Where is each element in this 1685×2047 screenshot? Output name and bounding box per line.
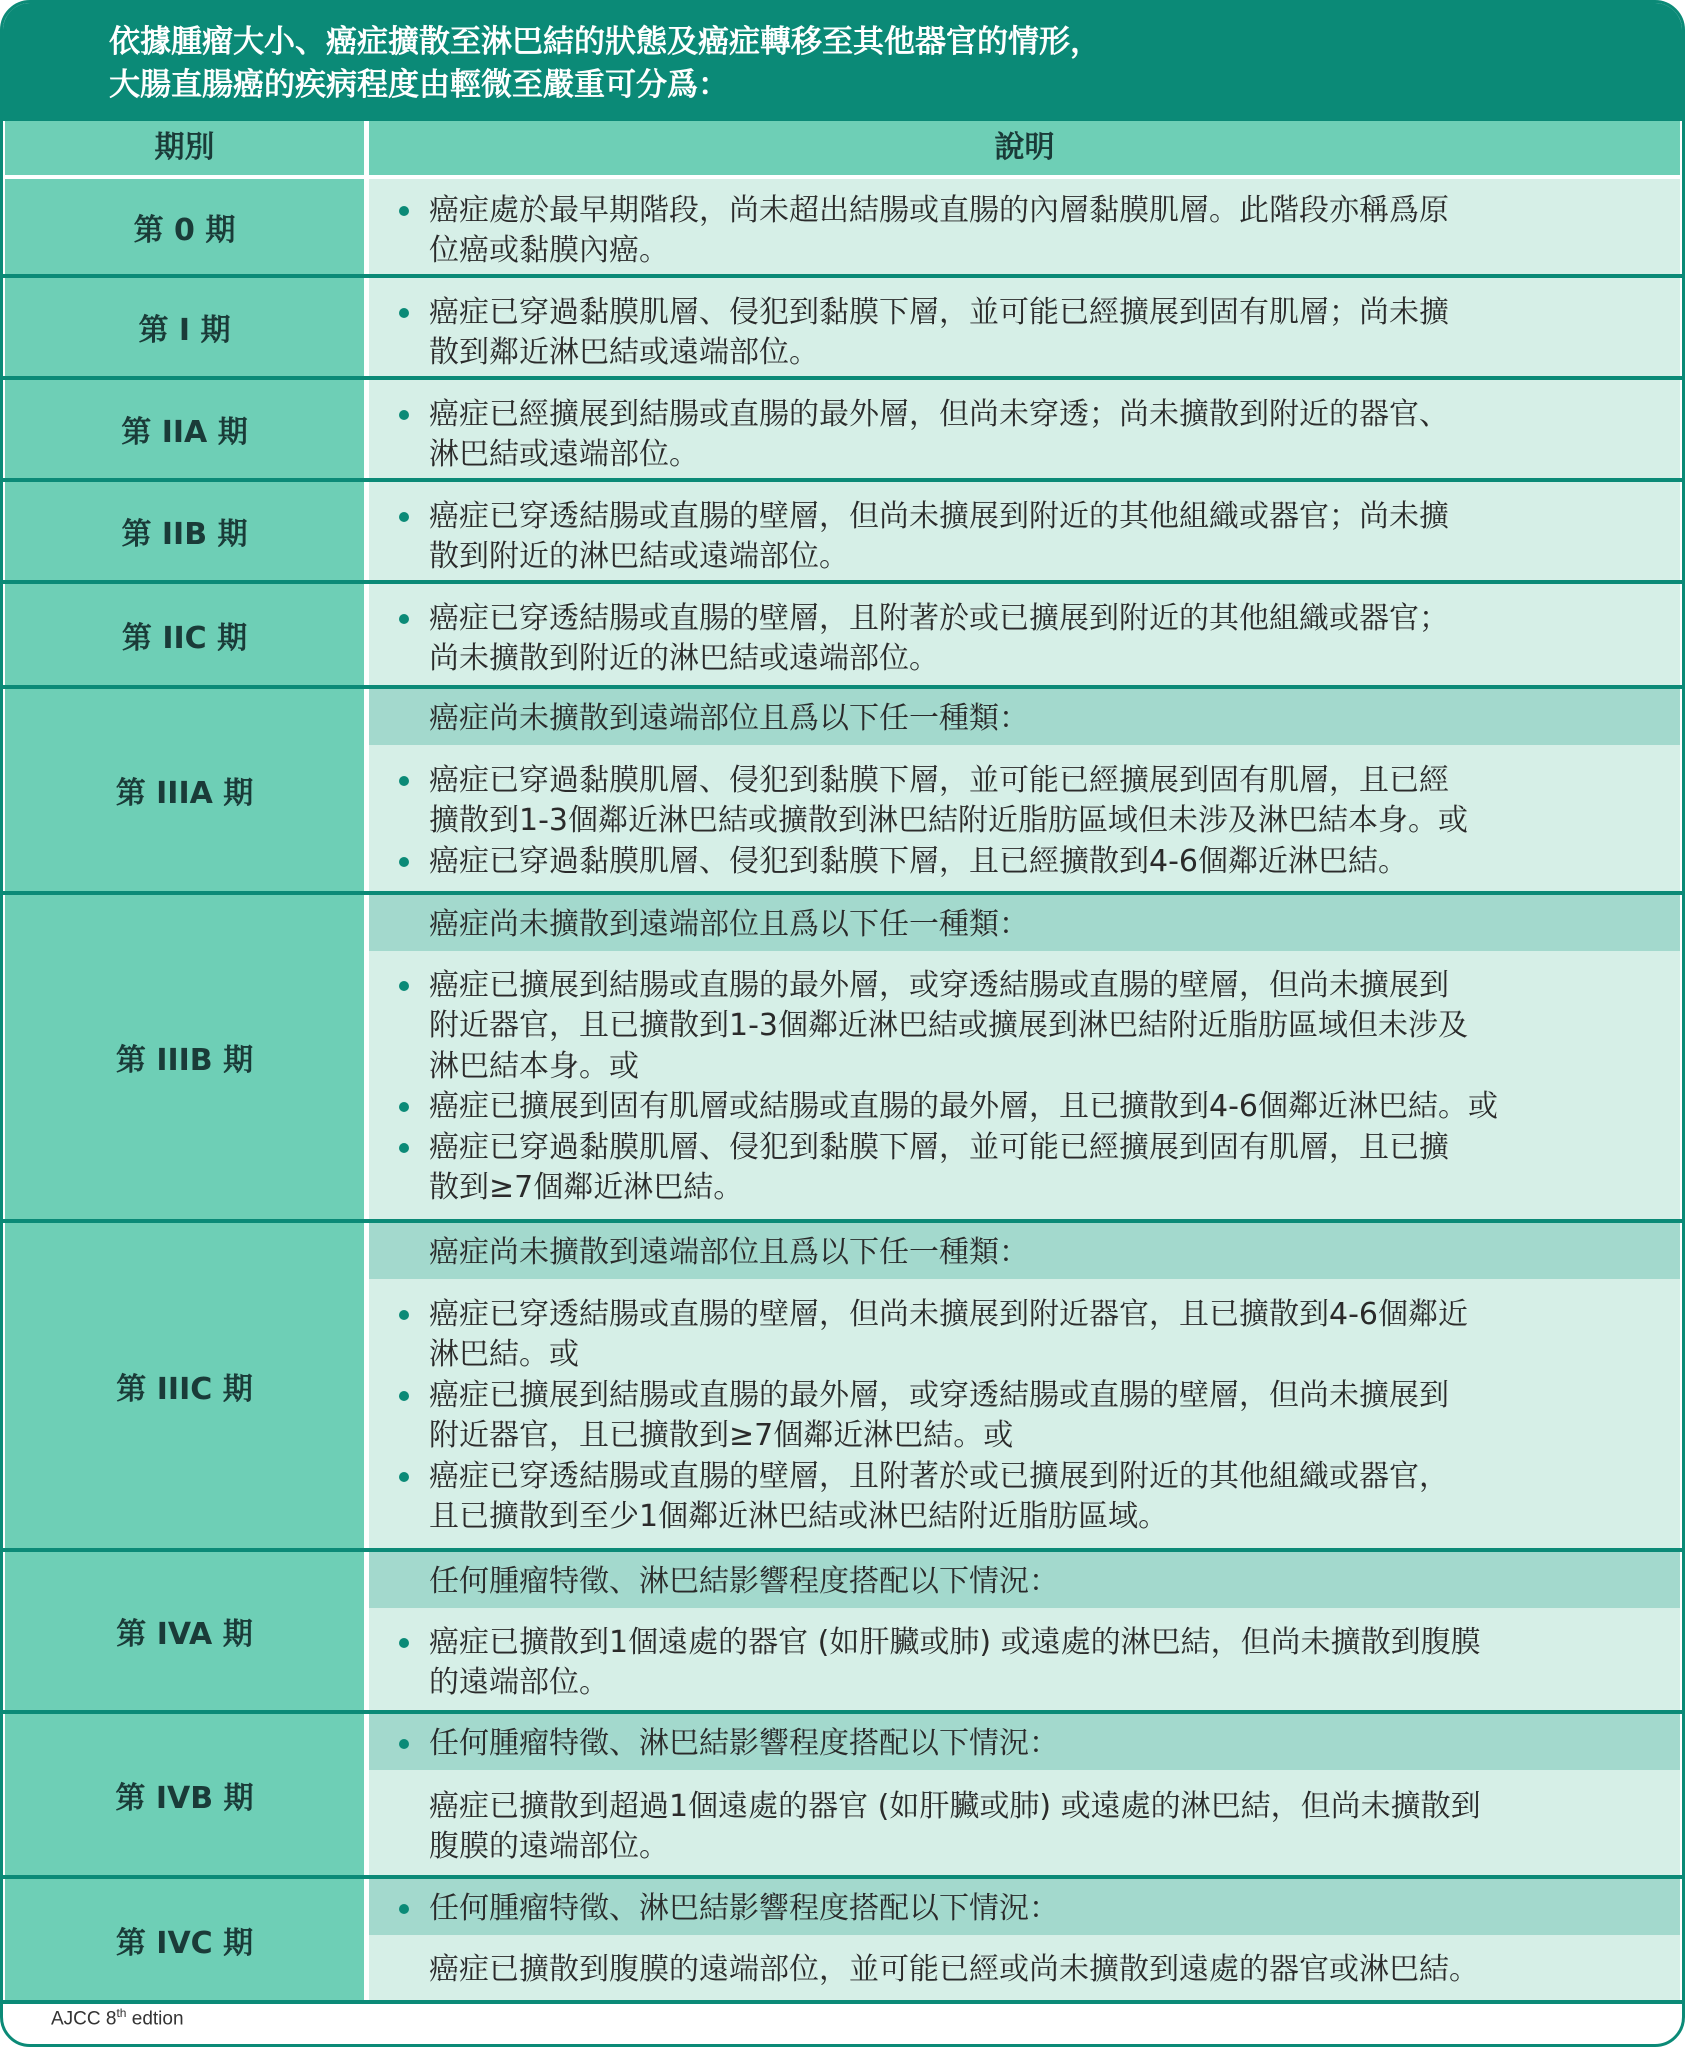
bullet-dot <box>399 1143 409 1153</box>
stage-row <box>3 1714 1682 1875</box>
description-line: 癌症已穿透結腸或直腸的壁層，且附著於或已擴展到附近的其他組織或器官， <box>429 1459 1449 1494</box>
bullet-dot <box>399 1638 409 1648</box>
stage-row <box>3 1879 1682 2000</box>
stage-row <box>3 482 1682 580</box>
bullet-dot <box>399 512 409 522</box>
stage-row <box>3 584 1682 685</box>
description-line: 癌症已擴散到1個遠處的器官 (如肝臟或肺) 或遠處的淋巴結，但尚未擴散到腹膜 <box>429 1625 1481 1660</box>
stage-label: 第 IVC 期 <box>5 1879 364 2000</box>
description-line: 且已擴散到至少1個鄰近淋巴結或淋巴結附近脂肪區域。 <box>429 1499 1169 1534</box>
condition-subheader-text: 任何腫瘤特徵、淋巴結影響程度搭配以下情況： <box>429 1564 1059 1599</box>
bullet-dot <box>399 776 409 786</box>
condition-subheader-text: 任何腫瘤特徵、淋巴結影響程度搭配以下情況： <box>429 1726 1059 1761</box>
description-line: 位癌或黏膜內癌。 <box>429 233 669 268</box>
stage-row <box>3 380 1682 478</box>
description-line: 癌症已穿過黏膜肌層、侵犯到黏膜下層，並可能已經擴展到固有肌層，且已擴 <box>429 1130 1449 1165</box>
description-line: 癌症已穿透結腸或直腸的壁層，且附著於或已擴展到附近的其他組織或器官； <box>429 601 1449 636</box>
stage-description <box>369 689 1680 891</box>
stage-label: 第 IIIB 期 <box>5 895 364 1219</box>
stage-description <box>369 1714 1680 1875</box>
bullet-dot <box>399 614 409 624</box>
description-line: 癌症已擴展到結腸或直腸的最外層，或穿透結腸或直腸的壁層，但尚未擴展到 <box>429 1378 1449 1413</box>
description-line: 癌症已擴展到結腸或直腸的最外層，或穿透結腸或直腸的壁層，但尚未擴展到 <box>429 968 1449 1003</box>
source-superscript: th <box>116 2006 127 2020</box>
header-line-2: 大腸直腸癌的疾病程度由輕微至嚴重可分爲： <box>109 67 729 103</box>
bullet-dot <box>399 1904 409 1914</box>
description-line: 散到≥7個鄰近淋巴結。 <box>429 1170 744 1205</box>
bullet-dot <box>399 308 409 318</box>
bullet-dot <box>399 206 409 216</box>
condition-subheader-text: 癌症尚未擴散到遠端部位且爲以下任一種類： <box>429 701 1029 736</box>
column-header-row <box>3 121 1682 175</box>
stage-description <box>369 179 1680 274</box>
description-line: 癌症已穿過黏膜肌層、侵犯到黏膜下層，且已經擴散到4-6個鄰近淋巴結。 <box>429 844 1408 879</box>
description-line: 癌症已穿過黏膜肌層、侵犯到黏膜下層，並可能已經擴展到固有肌層，且已經 <box>429 763 1449 798</box>
stage-description <box>369 584 1680 685</box>
stage-description <box>369 895 1680 1219</box>
stage-description <box>369 1223 1680 1548</box>
header-line-1: 依據腫瘤大小、癌症擴散至淋巴結的狀態及癌症轉移至其他器官的情形， <box>109 24 1101 60</box>
stage-label: 第 0 期 <box>5 179 364 274</box>
bullet-dot <box>399 1391 409 1401</box>
stage-label: 第 IVA 期 <box>5 1552 364 1710</box>
card-header <box>3 3 1682 121</box>
description-line: 癌症已穿過黏膜肌層、侵犯到黏膜下層，並可能已經擴展到固有肌層；尚未擴 <box>429 295 1449 330</box>
bullet-dot <box>399 1310 409 1320</box>
stage-label: 第 I 期 <box>5 278 364 376</box>
description-line: 的遠端部位。 <box>429 1665 609 1700</box>
stage-row <box>3 179 1682 274</box>
stage-description <box>369 278 1680 376</box>
stage-row <box>3 1223 1682 1548</box>
stage-label: 第 IVB 期 <box>5 1714 364 1875</box>
source-note <box>51 2006 184 2030</box>
condition-subheader-text: 癌症尚未擴散到遠端部位且爲以下任一種類： <box>429 907 1029 942</box>
source-rest: edtion <box>126 2008 184 2030</box>
stage-label: 第 IIA 期 <box>5 380 364 478</box>
description-line: 附近器官，且已擴散到1-3個鄰近淋巴結或擴展到淋巴結附近脂肪區域但未涉及 <box>429 1008 1468 1043</box>
description-line: 散到鄰近淋巴結或遠端部位。 <box>429 335 819 370</box>
column-header-description: 說明 <box>369 121 1680 175</box>
description-line: 腹膜的遠端部位。 <box>429 1829 669 1864</box>
description-line: 淋巴結。或 <box>429 1337 579 1372</box>
stage-description <box>369 482 1680 580</box>
stage-label: 第 IIIA 期 <box>5 689 364 891</box>
stage-row <box>3 689 1682 891</box>
bullet-dot <box>399 981 409 991</box>
description-line: 淋巴結本身。或 <box>429 1049 639 1084</box>
stage-description <box>369 1552 1680 1710</box>
stage-description <box>369 1879 1680 2000</box>
stage-label: 第 IIB 期 <box>5 482 364 580</box>
row-divider <box>3 2000 1682 2004</box>
description-line: 散到附近的淋巴結或遠端部位。 <box>429 539 849 574</box>
description-line: 尚未擴散到附近的淋巴結或遠端部位。 <box>429 641 939 676</box>
description-line: 癌症已穿透結腸或直腸的壁層，但尚未擴展到附近的其他組織或器官；尚未擴 <box>429 499 1449 534</box>
bullet-dot <box>399 1102 409 1112</box>
stage-description <box>369 380 1680 478</box>
bullet-dot <box>399 1739 409 1749</box>
stage-label: 第 IIC 期 <box>5 584 364 685</box>
stage-row <box>3 895 1682 1219</box>
bullet-dot <box>399 1472 409 1482</box>
condition-subheader-text: 癌症尚未擴散到遠端部位且爲以下任一種類： <box>429 1235 1029 1270</box>
condition-subheader-text: 任何腫瘤特徵、淋巴結影響程度搭配以下情況： <box>429 1891 1059 1926</box>
description-line: 癌症已擴展到固有肌層或結腸或直腸的最外層，且已擴散到4-6個鄰近淋巴結。或 <box>429 1089 1498 1124</box>
stage-label: 第 IIIC 期 <box>5 1223 364 1548</box>
description-line: 癌症處於最早期階段，尚未超出結腸或直腸的內層黏膜肌層。此階段亦稱爲原 <box>429 193 1449 228</box>
description-line: 癌症已擴散到超過1個遠處的器官 (如肝臟或肺) 或遠處的淋巴結，但尚未擴散到 <box>429 1789 1481 1824</box>
description-line: 擴散到1-3個鄰近淋巴結或擴散到淋巴結附近脂肪區域但未涉及淋巴結本身。或 <box>429 803 1468 838</box>
stage-row <box>3 278 1682 376</box>
description-line: 淋巴結或遠端部位。 <box>429 437 699 472</box>
description-line: 癌症已經擴展到結腸或直腸的最外層，但尚未穿透；尚未擴散到附近的器官、 <box>429 397 1449 432</box>
bullet-dot <box>399 857 409 867</box>
description-line: 癌症已穿透結腸或直腸的壁層，但尚未擴展到附近器官，且已擴散到4-6個鄰近 <box>429 1297 1468 1332</box>
description-line: 附近器官，且已擴散到≥7個鄰近淋巴結。或 <box>429 1418 1014 1453</box>
source-text: AJCC 8 <box>51 2008 117 2030</box>
stage-row <box>3 1552 1682 1710</box>
description-line: 癌症已擴散到腹膜的遠端部位，並可能已經或尚未擴散到遠處的器官或淋巴結。 <box>429 1952 1479 1987</box>
column-header-stage: 期別 <box>5 121 364 175</box>
bullet-dot <box>399 410 409 420</box>
